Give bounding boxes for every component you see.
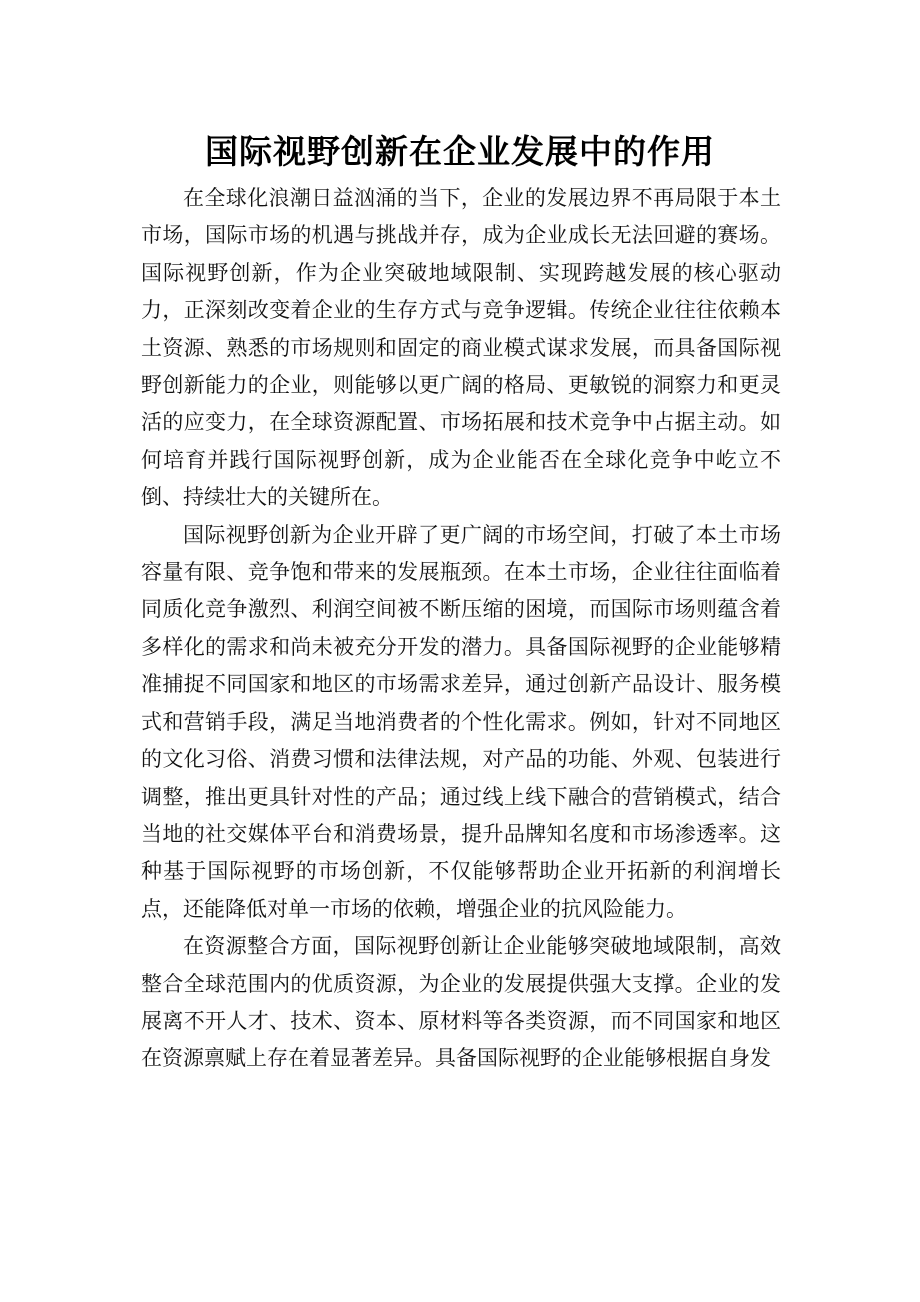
paragraph-1: 在全球化浪潮日益汹涌的当下，企业的发展边界不再局限于本土市场，国际市场的机遇与挑战并存，成为企业成长无法回避的赛场。国际视野创新，作为企业突破地域限制、实现跨越发展的核心驱动力，正深刻改变着企业的生存方式与竞争逻辑。传统企业往往依赖本土资源、熟悉的市场规则和固定的商业模式谋求发展，而具备国际视野创新能力的企业，则能够以更广阔的格局、更敏锐的洞察力和更灵活的应变力，在全球资源配置、市场拓展和技术竞争中占据主动。如何培育并践行国际视野创新，成为企业能否在全球化竞争中屹立不倒、持续壮大的关键所在。 [141,186,781,510]
paragraph-3: 在资源整合方面，国际视野创新让企业能够突破地域限制，高效整合全球范围内的优质资源，为企业的发展提供强大支撑。企业的发展离不开人才、技术、资本、原材料等各类资源，而不同国家和地区在资源禀赋上存在着显著差异。具备国际视野的企业能够根据自身发 [141,934,781,1071]
paragraph-2: 国际视野创新为企业开辟了更广阔的市场空间，打破了本土市场容量有限、竞争饱和带来的发展瓶颈。在本土市场，企业往往面临着同质化竞争激烈、利润空间被不断压缩的困境，而国际市场则蕴含着多样化的需求和尚未被充分开发的潜力。具备国际视野的企业能够精准捕捉不同国家和地区的市场需求差异，通过创新产品设计、服务模式和营销手段，满足当地消费者的个性化需求。例如，针对不同地区的文化习俗、消费习惯和法律法规，对产品的功能、外观、包装进行调整，推出更具针对性的产品；通过线上线下融合的营销模式，结合当地的社交媒体平台和消费场景，提升品牌知名度和市场渗透率。这种基于国际视野的市场创新，不仅能够帮助企业开拓新的利润增长点，还能降低对单一市场的依赖，增强企业的抗风险能力。 [141,522,781,921]
document-body [141,180,781,1078]
document-title: 国际视野创新在企业发展中的作用 [205,132,715,171]
